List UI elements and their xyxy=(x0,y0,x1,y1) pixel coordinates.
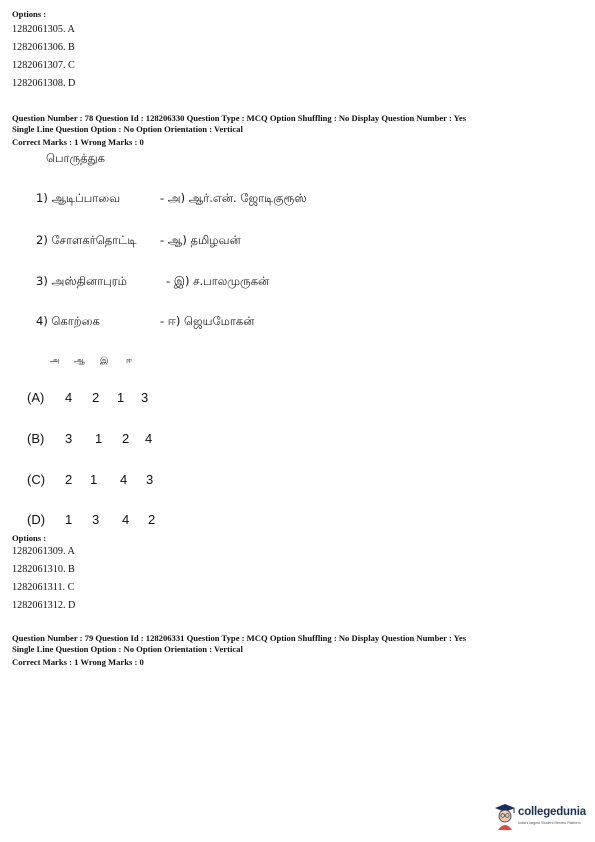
choice-value: 2 xyxy=(148,512,156,527)
column-letter: இ xyxy=(100,356,109,366)
question-marks: Correct Marks : 1 Wrong Marks : 0 xyxy=(12,137,144,147)
option-item: 1282061309. A xyxy=(12,546,75,557)
match-right-1: - அ) ஆர்.என். ஜோடிகுரூஸ் xyxy=(160,191,307,205)
choice-value: 4 xyxy=(65,390,73,405)
choice-value: 3 xyxy=(141,390,149,405)
match-right-3: - இ) ச.பாலமுருகன் xyxy=(166,274,270,288)
match-right-2: - ஆ) தமிழவன் xyxy=(160,233,241,247)
question-meta-line1: Question Number : 78 Question Id : 128206330 Question Type : MCQ Option Shuffling : No Display Question Number : Yes xyxy=(12,113,467,123)
options-heading: Options : xyxy=(12,533,47,543)
option-item: 1282061307. C xyxy=(12,60,75,71)
choice-value: 4 xyxy=(122,512,130,527)
choice-a xyxy=(27,390,148,405)
brand-name: collegedunia xyxy=(518,806,586,818)
choice-value: 3 xyxy=(92,512,100,527)
question-meta-line2: Single Line Question Option : No Option Orientation : Vertical xyxy=(12,124,243,134)
choice-value: 1 xyxy=(95,431,103,446)
brand-tagline: India's largest Student Review Platform xyxy=(518,821,581,825)
choice-label: (D) xyxy=(27,512,46,527)
choice-value: 2 xyxy=(122,431,130,446)
choice-value: 4 xyxy=(120,472,128,487)
option-item: 1282061305. A xyxy=(12,24,75,35)
column-letter: ஈ xyxy=(126,356,132,366)
choice-value: 3 xyxy=(146,472,154,487)
match-left-3: 3) அஸ்தினாபுரம் xyxy=(36,274,127,288)
choice-value: 2 xyxy=(92,390,100,405)
choice-value: 3 xyxy=(65,431,73,446)
match-left-1: 1) ஆடிப்பாவை xyxy=(36,191,121,205)
choice-value: 4 xyxy=(145,431,153,446)
choice-label: (B) xyxy=(27,431,45,446)
match-left-4: 4) கொற்கை xyxy=(36,314,100,328)
match-right-4: - ஈ) ஜெயமோகன் xyxy=(160,314,255,328)
choice-value: 1 xyxy=(90,472,98,487)
option-item: 1282061311. C xyxy=(12,582,75,593)
choice-d xyxy=(27,512,155,527)
option-item: 1282061310. B xyxy=(12,564,75,575)
choice-b xyxy=(27,431,152,446)
question-meta-line1: Question Number : 79 Question Id : 128206331 Question Type : MCQ Option Shuffling : No Display Question Number : Yes xyxy=(12,633,467,643)
choice-label: (C) xyxy=(27,472,46,487)
match-left-2: 2) சோளகர்தொட்டி xyxy=(36,233,137,247)
choice-c xyxy=(27,472,153,487)
question-meta-line2: Single Line Question Option : No Option Orientation : Vertical xyxy=(12,644,243,654)
choice-value: 1 xyxy=(65,512,73,527)
choice-value: 2 xyxy=(65,472,73,487)
column-letter: ஆ xyxy=(74,356,85,366)
option-item: 1282061308. D xyxy=(12,78,76,89)
option-item: 1282061306. B xyxy=(12,42,75,53)
question-instruction: பொருத்துக xyxy=(46,151,105,165)
choice-value: 1 xyxy=(117,390,125,405)
question-marks: Correct Marks : 1 Wrong Marks : 0 xyxy=(12,657,144,667)
options-heading: Options : xyxy=(12,9,47,19)
graduate-mascot-icon xyxy=(494,803,516,831)
column-letter: அ xyxy=(50,356,60,366)
collegedunia-logo xyxy=(494,803,588,833)
choice-label: (A) xyxy=(27,390,45,405)
option-item: 1282061312. D xyxy=(12,600,76,611)
